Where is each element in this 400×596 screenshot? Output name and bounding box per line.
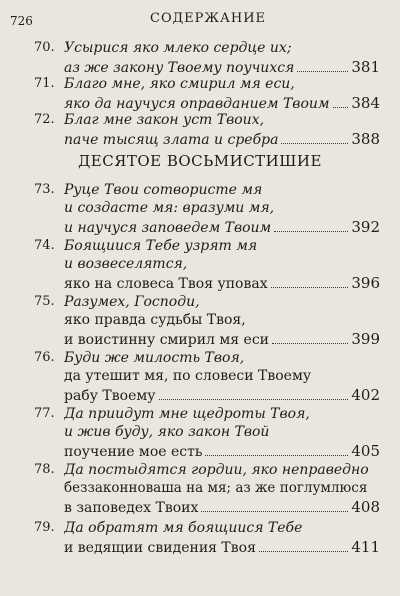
entry-page-number: 405 — [351, 442, 380, 460]
entry-line: паче тысящ злата и сребра — [64, 132, 279, 148]
dot-leader — [271, 286, 349, 288]
entry-number: 73. — [34, 182, 55, 197]
entry-line: и воистинну смирил мя еси — [64, 332, 270, 348]
entry-last-line — [64, 386, 380, 404]
entry-line: Буди же милость Твоя, — [64, 350, 245, 366]
entry-page-number: 396 — [351, 274, 380, 292]
entry-last-line — [64, 498, 380, 516]
entry-page-number: 384 — [351, 94, 380, 112]
entry-last-line — [64, 130, 380, 148]
entry-line: и создасте мя: вразуми мя, — [64, 200, 275, 216]
running-head: СОДЕРЖАНИЕ — [150, 11, 267, 26]
entry-page-number: 402 — [351, 386, 380, 404]
entry-line: Усырися яко млеко сердце их; — [64, 40, 292, 56]
entry-page-number: 381 — [351, 58, 380, 76]
dot-leader — [259, 550, 348, 552]
entry-line: и жив буду, яко закон Твой — [64, 424, 270, 440]
entry-line: яко правда судьбы Твоя, — [64, 312, 246, 328]
dot-leader — [159, 398, 349, 400]
entry-line: яко да научуся оправданием Твоим — [64, 96, 330, 112]
entry-page-number: 388 — [351, 130, 380, 148]
entry-page-number: 411 — [351, 538, 380, 556]
entry-line: Да постыдятся гордии, яко неправедно — [64, 462, 369, 478]
entry-line: аз же закону Твоему поучихся — [64, 60, 295, 76]
entry-line: да утешит мя, по словеси Твоему — [64, 368, 312, 384]
dot-leader — [205, 454, 348, 456]
entry-number: 75. — [34, 294, 55, 309]
entry-number: 76. — [34, 350, 55, 365]
entry-line: поучение мое есть — [64, 444, 203, 460]
page-header — [0, 8, 400, 32]
dot-leader — [297, 70, 348, 72]
entry-line: и научуся заповедем Твоим — [64, 220, 272, 236]
entry-line: беззаконноваша на мя; аз же поглумлюся — [64, 480, 368, 496]
entry-line: Благо мне, яко смирил мя еси, — [64, 76, 295, 92]
entry-number: 77. — [34, 406, 55, 421]
entry-line: яко на словеса Твоя уповах — [64, 276, 268, 292]
entry-line: и возвеселятся, — [64, 256, 188, 272]
dot-leader — [274, 230, 348, 232]
dot-leader — [281, 142, 348, 144]
entry-line: Благ мне закон уст Твоих, — [64, 112, 265, 128]
entry-number: 79. — [34, 520, 55, 535]
entry-number: 74. — [34, 238, 55, 253]
entry-last-line — [64, 218, 380, 236]
entry-line: Боящиися Тебе узрят мя — [64, 238, 258, 254]
page-number: 726 — [10, 14, 33, 28]
entry-page-number: 408 — [351, 498, 380, 516]
entry-line: рабу Твоему — [64, 388, 156, 404]
entry-number: 72. — [34, 112, 55, 127]
entry-line: Руце Твои сотвористе мя — [64, 182, 263, 198]
entry-line: Разумех, Господи, — [64, 294, 200, 310]
entry-line: в заповедех Твоих — [64, 500, 199, 516]
entry-last-line — [64, 94, 380, 112]
entry-number: 78. — [34, 462, 55, 477]
entry-number: 70. — [34, 40, 55, 55]
entry-last-line — [64, 58, 380, 76]
entry-last-line — [64, 538, 380, 556]
entry-last-line — [64, 330, 380, 348]
dot-leader — [272, 342, 348, 344]
dot-leader — [333, 106, 349, 108]
entry-line: Да обратят мя боящиися Тебе — [64, 520, 303, 536]
entry-number: 71. — [34, 76, 55, 91]
entry-line: и ведящии свидения Твоя — [64, 540, 256, 556]
entry-page-number: 399 — [351, 330, 380, 348]
dot-leader — [201, 510, 348, 512]
entry-last-line — [64, 442, 380, 460]
entry-line: Да приидут мне щедроты Твоя, — [64, 406, 310, 422]
section-heading: ДЕСЯТОЕ ВОСЬМИСТИШИЕ — [78, 152, 322, 170]
entry-last-line — [64, 274, 380, 292]
entry-page-number: 392 — [351, 218, 380, 236]
